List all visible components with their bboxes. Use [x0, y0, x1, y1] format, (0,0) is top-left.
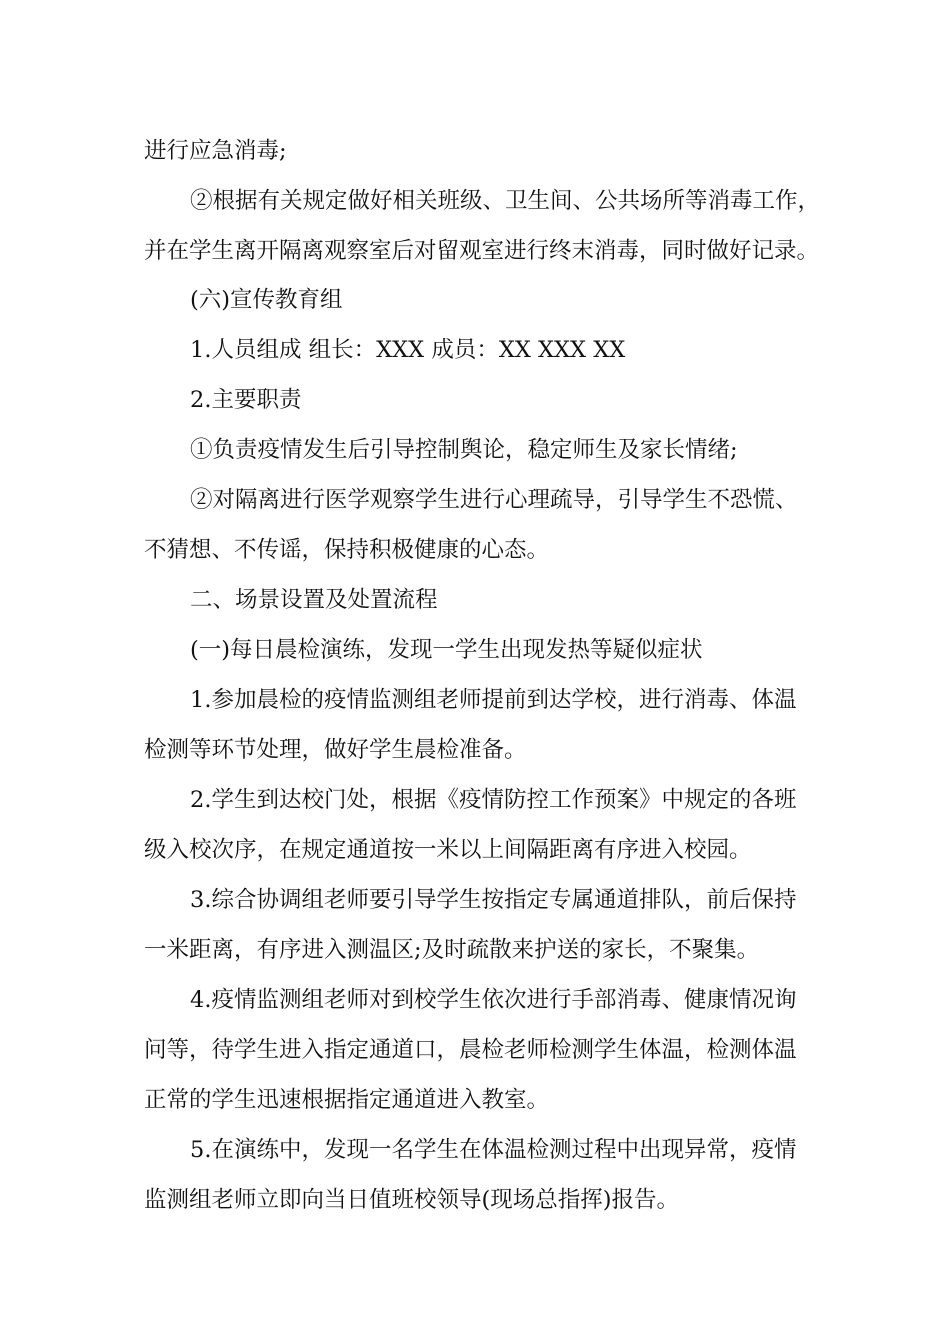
text-line: 问等，待学生进入指定通道口，晨检老师检测学生体温，检测体温 — [144, 1037, 797, 1063]
text-line: ①负责疫情发生后引导控制舆论，稳定师生及家长情绪; — [190, 437, 738, 463]
text-line: ②对隔离进行医学观察学生进行心理疏导，引导学生不恐慌、 — [190, 487, 798, 513]
section-heading: 二、场景设置及处置流程 — [190, 587, 438, 613]
text-line: 5.在演练中，发现一名学生在体温检测过程中出现异常，疫情 — [190, 1137, 797, 1163]
text-line: 3.综合协调组老师要引导学生按指定专属通道排队，前后保持 — [190, 887, 797, 913]
text-line: 不猜想、不传谣，保持积极健康的心态。 — [144, 537, 550, 563]
subsection-heading: (一)每日晨检演练，发现一学生出现发热等疑似症状 — [190, 637, 703, 663]
section-heading: (六)宣传教育组 — [190, 287, 343, 313]
text-line: ②根据有关规定做好相关班级、卫生间、公共场所等消毒工作， — [190, 188, 821, 214]
text-line: 1.人员组成 组长：XXX 成员：XX XXX XX — [190, 337, 626, 363]
text-line: 进行应急消毒; — [144, 138, 287, 164]
text-line: 4.疫情监测组老师对到校学生依次进行手部消毒、健康情况询 — [190, 987, 797, 1013]
subsection-heading: 2.主要职责 — [190, 387, 302, 413]
text-line: 监测组老师立即向当日值班校领导(现场总指挥)报告。 — [144, 1187, 680, 1213]
text-line: 2.学生到达校门处，根据《疫情防控工作预案》中规定的各班 — [190, 787, 797, 813]
text-line: 正常的学生迅速根据指定通道进入教室。 — [144, 1087, 550, 1113]
text-line: 检测等环节处理，做好学生晨检准备。 — [144, 737, 527, 763]
text-line: 并在学生离开隔离观察室后对留观室进行终末消毒，同时做好记录。 — [144, 238, 820, 264]
text-line: 一米距离，有序进入测温区;及时疏散来护送的家长，不聚集。 — [144, 937, 760, 963]
text-line: 1.参加晨检的疫情监测组老师提前到达学校，进行消毒、体温 — [190, 687, 797, 713]
text-line: 级入校次序，在规定通道按一米以上间隔距离有序进入校园。 — [144, 837, 752, 863]
